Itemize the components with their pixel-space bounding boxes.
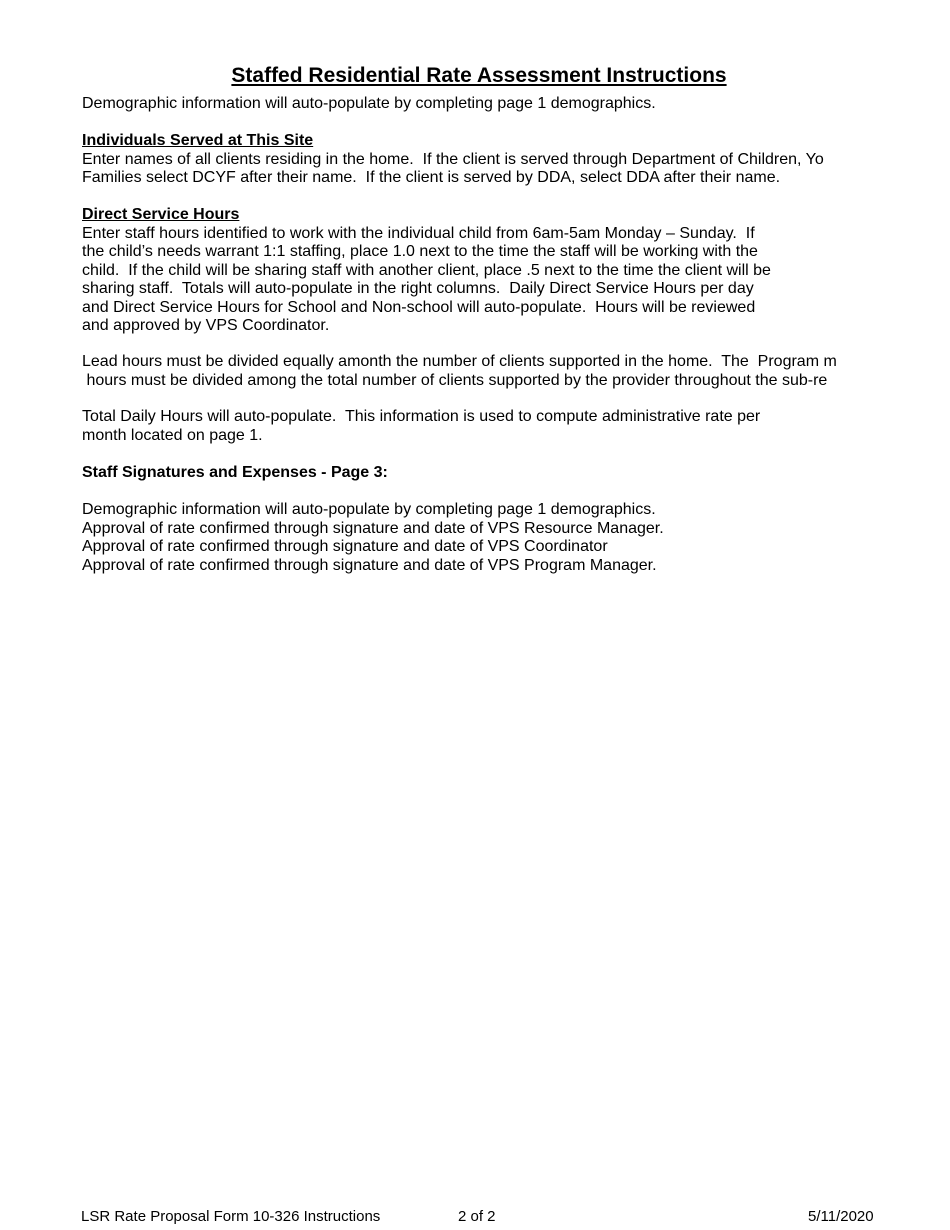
total-hours-paragraph (82, 408, 878, 445)
section-line: and approved by VPS Coordinator. (82, 317, 330, 334)
section-heading: Individuals Served at This Site (82, 132, 314, 149)
section-line: Enter staff hours identified to work with the individual child from 6am-5am Monday – Sunday. If (82, 224, 755, 242)
section-line: child. If the child will be sharing staff with another client, place .5 next to the time the client will be (82, 261, 771, 279)
section-line: the child’s needs warrant 1:1 staffing, place 1.0 next to the time the staff will be working with the (82, 243, 758, 260)
section-signatures-expenses (82, 464, 878, 483)
section-line: Families select DCYF after their name. If the client is served by DDA, select DDA after their name. (82, 169, 781, 186)
lead-hours-paragraph (82, 353, 878, 390)
page-title: Staffed Residential Rate Assessment Instructions (231, 64, 727, 87)
paragraph-line: Lead hours must be divided equally amonth the number of clients supported in the home. The Program m (82, 353, 837, 370)
section-line: sharing staff. Totals will auto-populate in the right columns. Daily Direct Service Hours per day (82, 280, 754, 297)
section-direct-service-hours (82, 206, 878, 336)
section-heading: Staff Signatures and Expenses - Page 3: (82, 464, 388, 481)
intro-paragraph (82, 95, 878, 114)
footer-page-number: 2 of 2 (458, 1208, 496, 1225)
section-line: Enter names of all clients residing in the home. If the client is served through Department of Children, Yo (82, 150, 824, 168)
section-heading: Direct Service Hours (82, 206, 240, 223)
section-line: and Direct Service Hours for School and Non-school will auto-populate. Hours will be reviewed (82, 298, 756, 316)
section-line: Demographic information will auto-populate by completing page 1 demographics. (82, 501, 656, 518)
intro-text: Demographic information will auto-populate by completing page 1 demographics. (82, 95, 656, 112)
section-line: Approval of rate confirmed through signature and date of VPS Coordinator (82, 538, 608, 555)
signatures-lines (82, 501, 878, 575)
paragraph-line: hours must be divided among the total number of clients supported by the provider throughout the sub-re (82, 371, 828, 389)
paragraph-line: month located on page 1. (82, 426, 263, 444)
paragraph-line: Total Daily Hours will auto-populate. This information is used to compute administrative rate per (82, 408, 761, 425)
section-line: Approval of rate confirmed through signature and date of VPS Resource Manager. (82, 519, 664, 537)
footer-date: 5/11/2020 (808, 1208, 874, 1225)
section-individuals-served (82, 132, 878, 188)
footer-form-name: LSR Rate Proposal Form 10-326 Instructions (81, 1208, 381, 1225)
section-line: Approval of rate confirmed through signature and date of VPS Program Manager. (82, 556, 657, 574)
